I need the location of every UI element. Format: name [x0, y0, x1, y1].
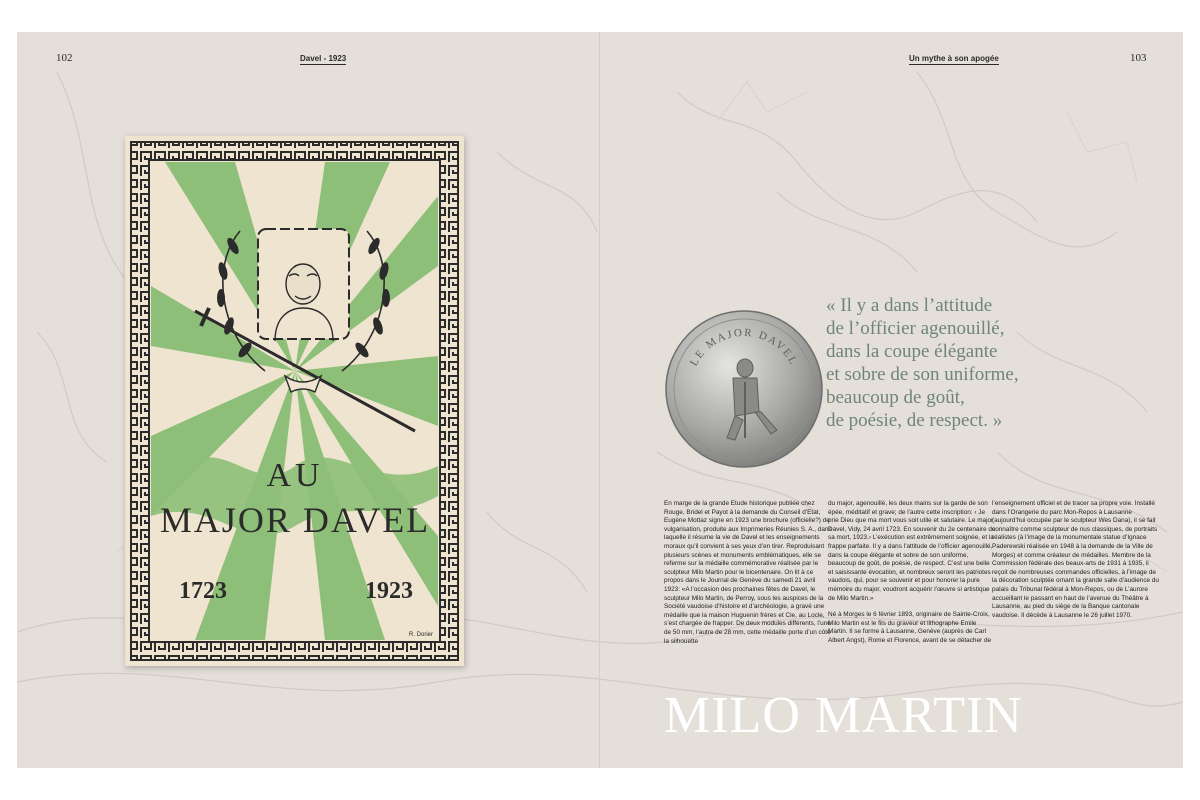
quote-line: « Il y a dans l’attitude — [826, 295, 993, 316]
page-number-left: 102 — [56, 52, 73, 64]
cover-signature: R. Dorier — [408, 632, 434, 638]
body-column-3 — [992, 500, 1160, 628]
quote-line: de poésie, de respect. » — [826, 410, 1003, 431]
running-head-left: Davel - 1923 — [300, 54, 347, 63]
body-column-2 — [828, 500, 996, 654]
section-heading: MILO MARTIN — [664, 687, 1023, 744]
body-paragraph: En marge de la grande Etude historique publiée chez Rouge, Bridel et Payot à la demande du Conseil d’Etat, Eugène Mottaz signe en 1923 une brochure (officielle?) de vulgarisation, produite aux Imprimeries Réunies S. A., dans laquelle il résume la vie de Davel et les enseignements moraux qu’il convient à ses yeux d’en tirer. Reproduisant plusieurs scènes et monuments emblématiques, elle se referme sur la médaille commémorative réalisée par le sculpteur Milo Martin pour le bicentenaire. On lit à ce propos dans le Journal de Genève du samedi 21 avril 1923: «A l’occasion des prochaines fêtes de Davel, le sculpteur Milo Martin, de Perroy, sous les auspices de la Société vaudoise d’histoire et d’archéologie, a gravé une médaille que la maison Huguenin frères et Cie, au Locle, s’est chargée de frapper. De deux modules différents, l’une de 50 mm, l’autre de 28 mm, cette médaille porte d’un côté la silhouette — [664, 500, 832, 645]
medal-inscription: LE MAJOR DAVEL — [687, 326, 801, 369]
quote-line: de l’officier agenouillé, — [826, 318, 1005, 339]
quote-line: beaucoup de goût, — [826, 387, 965, 408]
running-head-right: Un mythe à son apogée — [909, 54, 999, 63]
cover-title-line1: AU — [266, 457, 324, 494]
cover-year-right: 1923 — [365, 578, 413, 604]
cover-title-line2: MAJOR DAVEL — [159, 500, 431, 540]
book-spread — [17, 32, 1183, 768]
gutter-fold — [599, 32, 600, 768]
brochure-cover — [125, 136, 464, 666]
body-paragraph: du major, agenouillé, les deux mains sur la garde de son épée, méditatif et grave; de l’autre cette inscription: ‹ Je prie Dieu que ma mort vous soit utile et salutaire. Le major Davel, Vidy, 24 avril 1723. En souvenir du 2e centenaire de sa mort, 1923.› L’exécution est extrêmement soignée, et la frappe parfaite. Il y a dans l’attitude de l’officier agenouillé, dans la coupe élégante et sobre de son uniforme, beaucoup de goût, de poésie, de respect. C’est une belle et saisissante évocation, et nombreux seront les patriotes vaudois, qui, pour se souvenir et pour honorer la pure mémoire du major, voudront acquérir l’œuvre si artistique de Milo Martin.» — [828, 500, 996, 602]
cover-year-left: 1723 — [179, 578, 227, 604]
commemorative-medal — [663, 308, 825, 470]
body-column-1 — [664, 500, 832, 654]
quote-line: dans la coupe élégante — [826, 341, 998, 362]
quote-line: et sobre de son uniforme, — [826, 364, 1019, 385]
cover-artwork — [125, 136, 464, 666]
body-paragraph: Né à Morges le 6 février 1893, originaire de Sainte-Croix, Milo Martin est le fils du graveur et lithographe Emile Martin. Il se forme à Lausanne, Genève (auprès de Carl Albert Angst), Rome et Florence, avant de se détacher de — [828, 611, 992, 644]
pull-quote — [826, 294, 1146, 432]
body-paragraph: l’enseignement officiel et de tracer sa propre voie. Installé dans l’Orangerie du parc Mon-Repos à Lausanne (aujourd’hui occupée par le sculpteur Wes Dana), il se fait connaître comme sculpteur de nus classiques, de portraits réalistes (à l’image de la monumentale statue d’Ignace Paderewski réalisée en 1948 à la demande de la Ville de Morges) et comme créateur de médailles. Membre de la Commission fédérale des beaux-arts de 1931 à 1935, il reçoit de nombreuses commandes officielles, à l’image de la décoration sculptée ornant la grande salle d’audience du palais du Tribunal fédéral à Mon-Repos, ou de L’aurore accueillant le passant en haut de l’avenue du Théâtre à Lausanne, au pied du siège de la Banque cantonale vaudoise. Il décède à Lausanne le 26 juillet 1970. — [992, 500, 1159, 619]
page-number-right: 103 — [1130, 52, 1147, 64]
